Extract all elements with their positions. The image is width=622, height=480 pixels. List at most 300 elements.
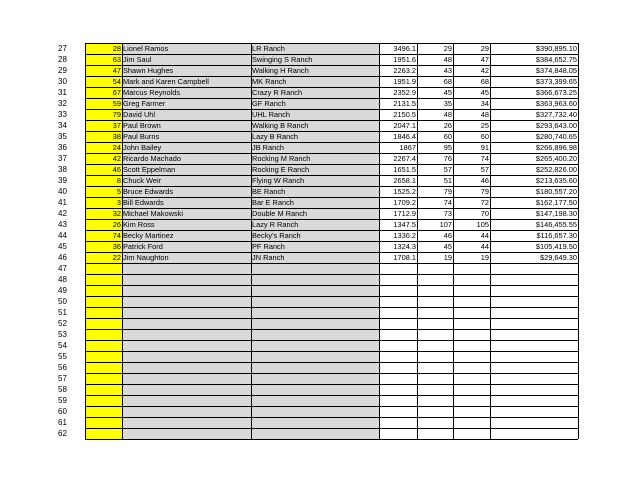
cell-a[interactable] bbox=[417, 329, 453, 340]
cell-number[interactable]: 47 bbox=[85, 65, 122, 76]
cell-a[interactable]: 46 bbox=[417, 230, 453, 241]
cell-score[interactable]: 1708.1 bbox=[379, 252, 417, 263]
row-number: 32 bbox=[58, 99, 67, 108]
cell-score[interactable] bbox=[379, 362, 417, 373]
cell-score[interactable]: 1712.9 bbox=[379, 208, 417, 219]
cell-a[interactable] bbox=[417, 373, 453, 384]
cell-ranch[interactable] bbox=[251, 373, 379, 384]
cell-a[interactable]: 48 bbox=[417, 109, 453, 120]
cell-name[interactable]: Patrick Ford bbox=[122, 241, 251, 252]
cell-ranch[interactable] bbox=[251, 329, 379, 340]
cell-ranch[interactable]: JN Ranch bbox=[251, 252, 379, 263]
row-number: 55 bbox=[58, 352, 67, 361]
cell-amount[interactable]: $265,400.20 bbox=[490, 153, 578, 164]
cell-name[interactable] bbox=[122, 274, 251, 285]
cell-b[interactable] bbox=[453, 296, 490, 307]
cell-a[interactable] bbox=[417, 296, 453, 307]
cell-a[interactable] bbox=[417, 351, 453, 362]
cell-amount[interactable]: $293,643.00 bbox=[490, 120, 578, 131]
cell-ranch[interactable]: Lazy R Ranch bbox=[251, 219, 379, 230]
cell-number[interactable]: 22 bbox=[85, 252, 122, 263]
cell-number[interactable]: 5 bbox=[85, 186, 122, 197]
cell-a[interactable]: 35 bbox=[417, 98, 453, 109]
cell-name[interactable] bbox=[122, 351, 251, 362]
cell-ranch[interactable] bbox=[251, 362, 379, 373]
row-number: 36 bbox=[58, 143, 67, 152]
cell-amount[interactable] bbox=[490, 340, 578, 351]
table-row bbox=[0, 296, 622, 307]
cell-number[interactable]: 42 bbox=[85, 153, 122, 164]
cell-name[interactable]: Becky Martinez bbox=[122, 230, 251, 241]
cell-score[interactable] bbox=[379, 340, 417, 351]
cell-score[interactable]: 1951.9 bbox=[379, 76, 417, 87]
cell-b[interactable] bbox=[453, 428, 490, 439]
row-number: 62 bbox=[58, 429, 67, 438]
grid-line bbox=[85, 87, 578, 88]
cell-ranch[interactable] bbox=[251, 296, 379, 307]
cell-score[interactable] bbox=[379, 285, 417, 296]
cell-score[interactable]: 1846.4 bbox=[379, 131, 417, 142]
row-number: 28 bbox=[58, 55, 67, 64]
cell-b[interactable]: 34 bbox=[453, 98, 490, 109]
grid-line bbox=[85, 43, 578, 44]
cell-ranch[interactable]: Rocking M Ranch bbox=[251, 153, 379, 164]
row-number: 53 bbox=[58, 330, 67, 339]
cell-b[interactable]: 19 bbox=[453, 252, 490, 263]
cell-score[interactable]: 1951.6 bbox=[379, 54, 417, 65]
cell-score[interactable] bbox=[379, 318, 417, 329]
cell-a[interactable]: 60 bbox=[417, 131, 453, 142]
cell-number[interactable]: 38 bbox=[85, 131, 122, 142]
cell-amount[interactable] bbox=[490, 384, 578, 395]
table-row bbox=[0, 142, 622, 153]
cell-amount[interactable] bbox=[490, 417, 578, 428]
table-row bbox=[0, 186, 622, 197]
grid-line bbox=[85, 109, 578, 110]
cell-score[interactable]: 2263.2 bbox=[379, 65, 417, 76]
row-number: 50 bbox=[58, 297, 67, 306]
cell-ranch[interactable] bbox=[251, 263, 379, 274]
cell-name[interactable]: Ricardo Machado bbox=[122, 153, 251, 164]
cell-number[interactable]: 28 bbox=[85, 43, 122, 54]
cell-a[interactable]: 107 bbox=[417, 219, 453, 230]
grid-line bbox=[85, 197, 578, 198]
cell-score[interactable]: 3496.1 bbox=[379, 43, 417, 54]
cell-b[interactable]: 60 bbox=[453, 131, 490, 142]
cell-name[interactable]: Mark and Karen Campbell bbox=[122, 76, 251, 87]
cell-amount[interactable] bbox=[490, 285, 578, 296]
table-row bbox=[0, 241, 622, 252]
table-row bbox=[0, 65, 622, 76]
cell-ranch[interactable] bbox=[251, 428, 379, 439]
cell-name[interactable] bbox=[122, 428, 251, 439]
cell-amount[interactable]: $213,635.60 bbox=[490, 175, 578, 186]
cell-b[interactable]: 44 bbox=[453, 241, 490, 252]
cell-b[interactable]: 46 bbox=[453, 175, 490, 186]
cell-number[interactable]: 37 bbox=[85, 120, 122, 131]
cell-amount[interactable]: $29,649.30 bbox=[490, 252, 578, 263]
cell-score[interactable]: 1709.2 bbox=[379, 197, 417, 208]
cell-ranch[interactable] bbox=[251, 384, 379, 395]
cell-a[interactable]: 76 bbox=[417, 153, 453, 164]
cell-b[interactable]: 42 bbox=[453, 65, 490, 76]
cell-b[interactable] bbox=[453, 329, 490, 340]
table-row bbox=[0, 153, 622, 164]
cell-number[interactable] bbox=[85, 362, 122, 373]
cell-name[interactable] bbox=[122, 373, 251, 384]
cell-ranch[interactable]: UHL Ranch bbox=[251, 109, 379, 120]
cell-ranch[interactable] bbox=[251, 274, 379, 285]
cell-number[interactable]: 46 bbox=[85, 164, 122, 175]
cell-amount[interactable]: $146,455.55 bbox=[490, 219, 578, 230]
cell-amount[interactable] bbox=[490, 351, 578, 362]
cell-name[interactable] bbox=[122, 340, 251, 351]
cell-amount[interactable] bbox=[490, 406, 578, 417]
cell-amount[interactable]: $280,740.65 bbox=[490, 131, 578, 142]
cell-number[interactable]: 79 bbox=[85, 109, 122, 120]
cell-ranch[interactable] bbox=[251, 351, 379, 362]
cell-b[interactable] bbox=[453, 384, 490, 395]
cell-ranch[interactable] bbox=[251, 318, 379, 329]
cell-score[interactable] bbox=[379, 373, 417, 384]
cell-a[interactable]: 45 bbox=[417, 241, 453, 252]
cell-amount[interactable] bbox=[490, 329, 578, 340]
cell-number[interactable]: 59 bbox=[85, 98, 122, 109]
cell-b[interactable]: 47 bbox=[453, 54, 490, 65]
cell-score[interactable]: 1867 bbox=[379, 142, 417, 153]
cell-a[interactable]: 48 bbox=[417, 54, 453, 65]
cell-ranch[interactable]: Walking H Ranch bbox=[251, 65, 379, 76]
table-row bbox=[0, 54, 622, 65]
cell-a[interactable] bbox=[417, 417, 453, 428]
cell-score[interactable]: 2658.1 bbox=[379, 175, 417, 186]
cell-number[interactable] bbox=[85, 406, 122, 417]
cell-name[interactable]: Paul Burns bbox=[122, 131, 251, 142]
cell-number[interactable] bbox=[85, 263, 122, 274]
cell-number[interactable]: 36 bbox=[85, 241, 122, 252]
table-row bbox=[0, 76, 622, 87]
cell-amount[interactable] bbox=[490, 428, 578, 439]
cell-ranch[interactable]: Bar E Ranch bbox=[251, 197, 379, 208]
cell-a[interactable]: 57 bbox=[417, 164, 453, 175]
cell-score[interactable]: 1324.3 bbox=[379, 241, 417, 252]
cell-amount[interactable]: $373,399.65 bbox=[490, 76, 578, 87]
row-number: 51 bbox=[58, 308, 67, 317]
cell-number[interactable] bbox=[85, 285, 122, 296]
cell-score[interactable]: 2150.5 bbox=[379, 109, 417, 120]
table-row bbox=[0, 252, 622, 263]
cell-number[interactable]: 24 bbox=[85, 142, 122, 153]
cell-amount[interactable]: $266,896.98 bbox=[490, 142, 578, 153]
grid-line bbox=[85, 120, 578, 121]
table-row bbox=[0, 318, 622, 329]
cell-b[interactable] bbox=[453, 395, 490, 406]
cell-amount[interactable]: $147,198.30 bbox=[490, 208, 578, 219]
cell-ranch[interactable] bbox=[251, 307, 379, 318]
cell-b[interactable] bbox=[453, 362, 490, 373]
cell-ranch[interactable]: Lazy B Ranch bbox=[251, 131, 379, 142]
cell-name[interactable]: Bruce Edwards bbox=[122, 186, 251, 197]
grid-line bbox=[85, 65, 578, 66]
cell-ranch[interactable]: JB Ranch bbox=[251, 142, 379, 153]
cell-b[interactable]: 45 bbox=[453, 87, 490, 98]
cell-a[interactable] bbox=[417, 263, 453, 274]
cell-name[interactable]: Scott Eppelman bbox=[122, 164, 251, 175]
cell-name[interactable]: Shawn Hughes bbox=[122, 65, 251, 76]
cell-number[interactable] bbox=[85, 296, 122, 307]
cell-b[interactable]: 91 bbox=[453, 142, 490, 153]
cell-ranch[interactable] bbox=[251, 395, 379, 406]
cell-name[interactable] bbox=[122, 395, 251, 406]
cell-a[interactable] bbox=[417, 340, 453, 351]
cell-b[interactable] bbox=[453, 285, 490, 296]
cell-score[interactable]: 1347.5 bbox=[379, 219, 417, 230]
cell-score[interactable] bbox=[379, 384, 417, 395]
cell-name[interactable] bbox=[122, 307, 251, 318]
cell-amount[interactable] bbox=[490, 373, 578, 384]
cell-b[interactable] bbox=[453, 417, 490, 428]
cell-name[interactable]: Jim Saul bbox=[122, 54, 251, 65]
cell-name[interactable] bbox=[122, 384, 251, 395]
cell-a[interactable]: 79 bbox=[417, 186, 453, 197]
cell-score[interactable]: 2131.5 bbox=[379, 98, 417, 109]
cell-a[interactable] bbox=[417, 406, 453, 417]
cell-amount[interactable]: $162,177.50 bbox=[490, 197, 578, 208]
cell-a[interactable] bbox=[417, 384, 453, 395]
table-row bbox=[0, 406, 622, 417]
cell-b[interactable] bbox=[453, 351, 490, 362]
cell-score[interactable]: 1651.5 bbox=[379, 164, 417, 175]
row-number: 46 bbox=[58, 253, 67, 262]
grid-line bbox=[85, 274, 578, 275]
grid-line bbox=[85, 76, 578, 77]
row-number: 27 bbox=[58, 44, 67, 53]
cell-ranch[interactable]: GF Ranch bbox=[251, 98, 379, 109]
cell-score[interactable]: 2352.9 bbox=[379, 87, 417, 98]
cell-name[interactable]: Marcus Reynolds bbox=[122, 87, 251, 98]
cell-amount[interactable]: $105,419.50 bbox=[490, 241, 578, 252]
cell-b[interactable] bbox=[453, 406, 490, 417]
cell-ranch[interactable]: Flying W Ranch bbox=[251, 175, 379, 186]
cell-name[interactable] bbox=[122, 263, 251, 274]
row-number: 31 bbox=[58, 88, 67, 97]
cell-name[interactable]: Jim Naughton bbox=[122, 252, 251, 263]
cell-b[interactable]: 25 bbox=[453, 120, 490, 131]
cell-amount[interactable]: $390,895.10 bbox=[490, 43, 578, 54]
cell-score[interactable]: 2267.4 bbox=[379, 153, 417, 164]
cell-a[interactable]: 26 bbox=[417, 120, 453, 131]
cell-number[interactable] bbox=[85, 428, 122, 439]
cell-a[interactable] bbox=[417, 274, 453, 285]
cell-a[interactable] bbox=[417, 285, 453, 296]
cell-a[interactable]: 45 bbox=[417, 87, 453, 98]
cell-amount[interactable]: $363,963.60 bbox=[490, 98, 578, 109]
cell-a[interactable]: 95 bbox=[417, 142, 453, 153]
cell-ranch[interactable]: Walking B Ranch bbox=[251, 120, 379, 131]
cell-score[interactable]: 1525.2 bbox=[379, 186, 417, 197]
cell-number[interactable] bbox=[85, 329, 122, 340]
cell-amount[interactable]: $180,557.20 bbox=[490, 186, 578, 197]
grid-line bbox=[85, 175, 578, 176]
row-number: 42 bbox=[58, 209, 67, 218]
cell-a[interactable]: 29 bbox=[417, 43, 453, 54]
cell-name[interactable]: Kim Ross bbox=[122, 219, 251, 230]
cell-name[interactable] bbox=[122, 417, 251, 428]
cell-score[interactable] bbox=[379, 351, 417, 362]
cell-a[interactable] bbox=[417, 362, 453, 373]
row-number: 34 bbox=[58, 121, 67, 130]
cell-b[interactable]: 74 bbox=[453, 153, 490, 164]
cell-a[interactable]: 19 bbox=[417, 252, 453, 263]
cell-ranch[interactable]: Crazy R Ranch bbox=[251, 87, 379, 98]
cell-b[interactable]: 57 bbox=[453, 164, 490, 175]
cell-ranch[interactable]: MK Ranch bbox=[251, 76, 379, 87]
cell-amount[interactable]: $384,652.75 bbox=[490, 54, 578, 65]
cell-name[interactable]: John Bailey bbox=[122, 142, 251, 153]
cell-score[interactable]: 2047.1 bbox=[379, 120, 417, 131]
cell-score[interactable] bbox=[379, 329, 417, 340]
cell-number[interactable]: 54 bbox=[85, 76, 122, 87]
table-row bbox=[0, 43, 622, 54]
cell-amount[interactable] bbox=[490, 307, 578, 318]
cell-ranch[interactable]: Double M Ranch bbox=[251, 208, 379, 219]
cell-a[interactable]: 51 bbox=[417, 175, 453, 186]
cell-ranch[interactable]: LR Ranch bbox=[251, 43, 379, 54]
cell-ranch[interactable] bbox=[251, 417, 379, 428]
cell-amount[interactable] bbox=[490, 296, 578, 307]
cell-number[interactable]: 3 bbox=[85, 197, 122, 208]
cell-score[interactable]: 1336.2 bbox=[379, 230, 417, 241]
cell-number[interactable] bbox=[85, 373, 122, 384]
row-number: 47 bbox=[58, 264, 67, 273]
cell-score[interactable] bbox=[379, 307, 417, 318]
table-row bbox=[0, 395, 622, 406]
cell-b[interactable] bbox=[453, 263, 490, 274]
cell-number[interactable] bbox=[85, 384, 122, 395]
cell-a[interactable]: 43 bbox=[417, 65, 453, 76]
cell-amount[interactable]: $116,657.30 bbox=[490, 230, 578, 241]
grid-line bbox=[85, 263, 578, 264]
cell-number[interactable]: 74 bbox=[85, 230, 122, 241]
cell-ranch[interactable]: Becky's Ranch bbox=[251, 230, 379, 241]
cell-number[interactable]: 8 bbox=[85, 175, 122, 186]
cell-name[interactable]: Chuck Weir bbox=[122, 175, 251, 186]
cell-ranch[interactable] bbox=[251, 340, 379, 351]
cell-a[interactable] bbox=[417, 318, 453, 329]
cell-score[interactable] bbox=[379, 428, 417, 439]
cell-amount[interactable] bbox=[490, 362, 578, 373]
cell-name[interactable]: Bill Edwards bbox=[122, 197, 251, 208]
cell-name[interactable] bbox=[122, 362, 251, 373]
cell-ranch[interactable] bbox=[251, 406, 379, 417]
cell-b[interactable] bbox=[453, 274, 490, 285]
cell-amount[interactable]: $327,732.40 bbox=[490, 109, 578, 120]
cell-number[interactable]: 67 bbox=[85, 87, 122, 98]
cell-score[interactable] bbox=[379, 274, 417, 285]
cell-name[interactable]: Paul Brown bbox=[122, 120, 251, 131]
cell-b[interactable]: 48 bbox=[453, 109, 490, 120]
cell-a[interactable] bbox=[417, 307, 453, 318]
cell-ranch[interactable]: BE Ranch bbox=[251, 186, 379, 197]
cell-b[interactable]: 79 bbox=[453, 186, 490, 197]
cell-name[interactable]: Michael Makowski bbox=[122, 208, 251, 219]
cell-ranch[interactable]: Rocking E Ranch bbox=[251, 164, 379, 175]
cell-b[interactable]: 44 bbox=[453, 230, 490, 241]
table-row bbox=[0, 285, 622, 296]
cell-b[interactable]: 105 bbox=[453, 219, 490, 230]
cell-amount[interactable]: $366,673.25 bbox=[490, 87, 578, 98]
cell-amount[interactable]: $374,848.05 bbox=[490, 65, 578, 76]
cell-name[interactable] bbox=[122, 285, 251, 296]
cell-b[interactable]: 29 bbox=[453, 43, 490, 54]
cell-ranch[interactable] bbox=[251, 285, 379, 296]
row-number: 48 bbox=[58, 275, 67, 284]
cell-a[interactable]: 68 bbox=[417, 76, 453, 87]
cell-number[interactable]: 63 bbox=[85, 54, 122, 65]
cell-name[interactable] bbox=[122, 296, 251, 307]
cell-amount[interactable] bbox=[490, 263, 578, 274]
cell-a[interactable]: 73 bbox=[417, 208, 453, 219]
grid-line bbox=[85, 428, 578, 429]
cell-score[interactable] bbox=[379, 406, 417, 417]
cell-ranch[interactable]: PF Ranch bbox=[251, 241, 379, 252]
cell-score[interactable] bbox=[379, 417, 417, 428]
cell-name[interactable] bbox=[122, 329, 251, 340]
cell-name[interactable]: David Uhl bbox=[122, 109, 251, 120]
grid-line bbox=[85, 252, 578, 253]
cell-number[interactable] bbox=[85, 318, 122, 329]
grid-line bbox=[85, 373, 578, 374]
cell-number[interactable] bbox=[85, 274, 122, 285]
row-number: 43 bbox=[58, 220, 67, 229]
cell-name[interactable]: Greg Farmer bbox=[122, 98, 251, 109]
row-number: 41 bbox=[58, 198, 67, 207]
cell-score[interactable] bbox=[379, 395, 417, 406]
cell-amount[interactable] bbox=[490, 274, 578, 285]
cell-b[interactable]: 68 bbox=[453, 76, 490, 87]
cell-name[interactable] bbox=[122, 406, 251, 417]
cell-name[interactable] bbox=[122, 318, 251, 329]
cell-score[interactable] bbox=[379, 263, 417, 274]
cell-b[interactable]: 70 bbox=[453, 208, 490, 219]
table-row bbox=[0, 131, 622, 142]
cell-number[interactable] bbox=[85, 395, 122, 406]
cell-amount[interactable] bbox=[490, 395, 578, 406]
cell-number[interactable] bbox=[85, 351, 122, 362]
cell-number[interactable] bbox=[85, 417, 122, 428]
cell-number[interactable]: 32 bbox=[85, 208, 122, 219]
cell-b[interactable] bbox=[453, 373, 490, 384]
cell-b[interactable]: 72 bbox=[453, 197, 490, 208]
cell-b[interactable] bbox=[453, 340, 490, 351]
cell-b[interactable] bbox=[453, 318, 490, 329]
cell-number[interactable]: 26 bbox=[85, 219, 122, 230]
cell-b[interactable] bbox=[453, 307, 490, 318]
cell-a[interactable] bbox=[417, 428, 453, 439]
grid-line bbox=[85, 153, 578, 154]
cell-name[interactable]: Lionel Ramos bbox=[122, 43, 251, 54]
cell-a[interactable] bbox=[417, 395, 453, 406]
table-row bbox=[0, 329, 622, 340]
cell-amount[interactable]: $252,826.00 bbox=[490, 164, 578, 175]
cell-score[interactable] bbox=[379, 296, 417, 307]
cell-a[interactable]: 74 bbox=[417, 197, 453, 208]
table-row bbox=[0, 208, 622, 219]
cell-ranch[interactable]: Swinging S Ranch bbox=[251, 54, 379, 65]
cell-amount[interactable] bbox=[490, 318, 578, 329]
cell-number[interactable] bbox=[85, 340, 122, 351]
cell-number[interactable] bbox=[85, 307, 122, 318]
